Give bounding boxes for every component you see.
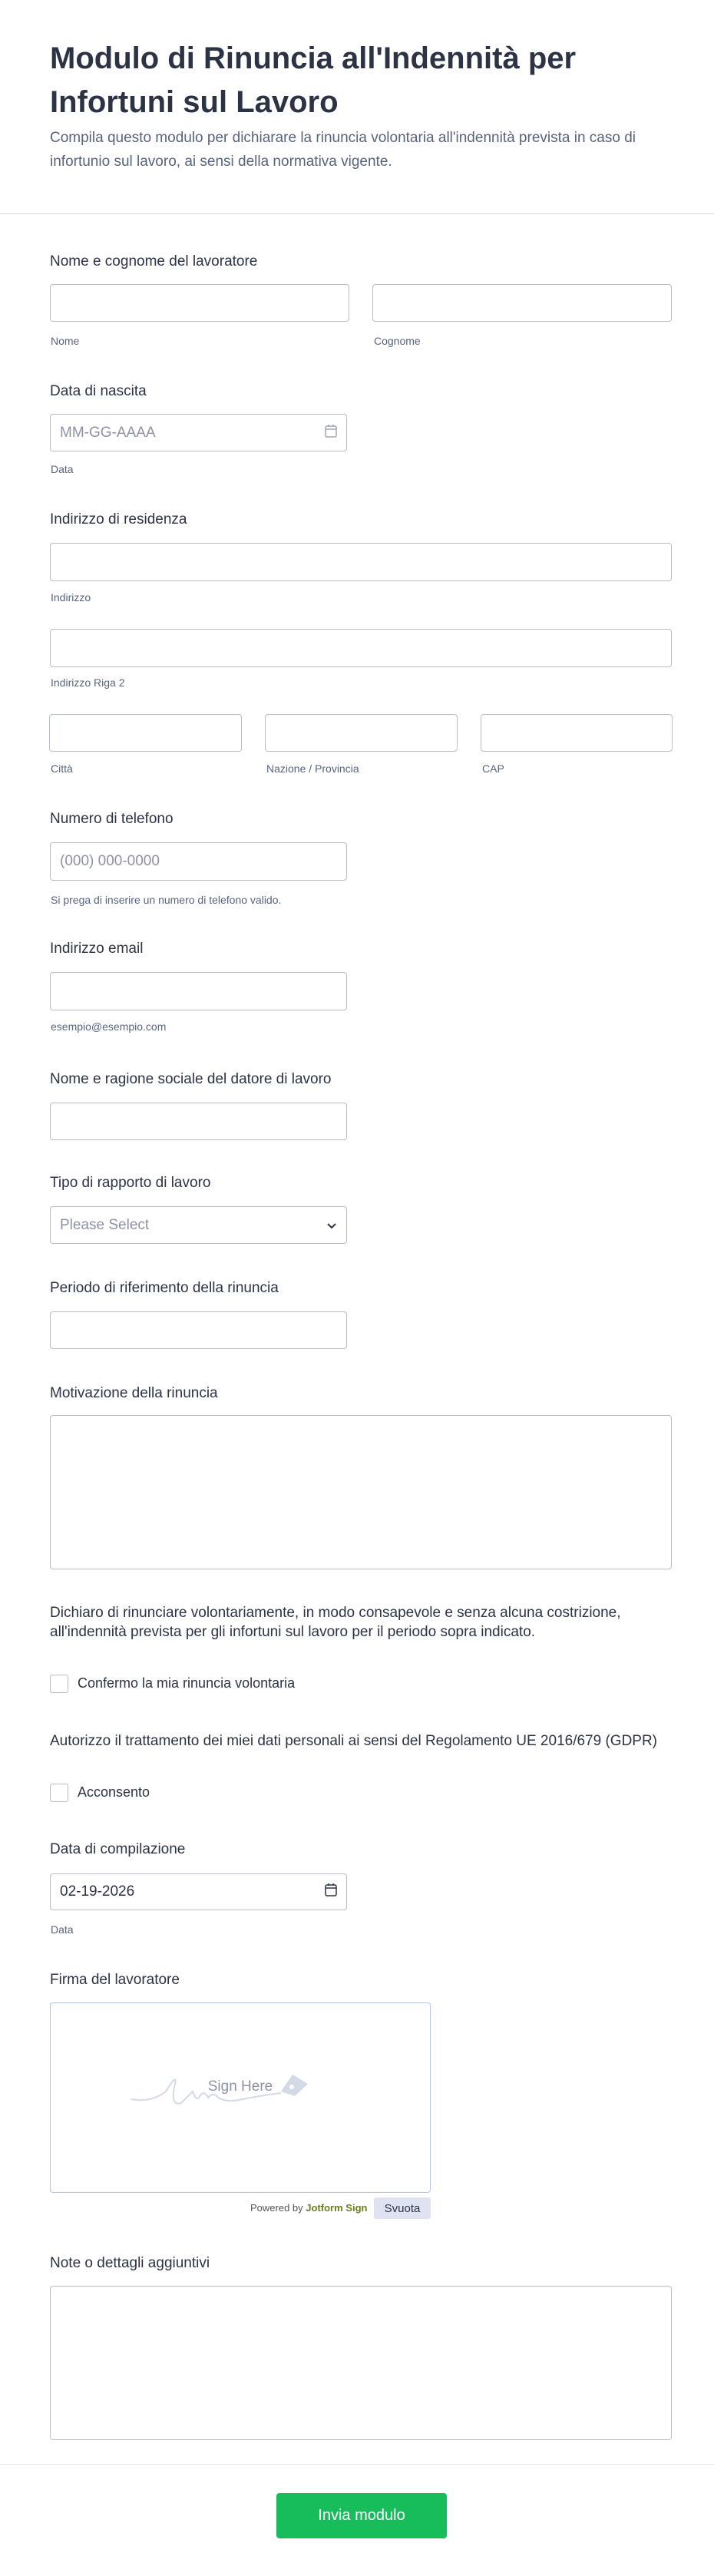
signature-label: Firma del lavoratore	[50, 1972, 180, 1988]
signature-pad[interactable]	[50, 2002, 431, 2193]
state-sublabel: Nazione / Provincia	[266, 762, 359, 775]
chevron-down-icon	[326, 1217, 337, 1234]
calendar-icon[interactable]	[325, 1883, 337, 1901]
calendar-icon[interactable]	[325, 424, 337, 442]
name-label: Nome e cognome del lavoratore	[50, 253, 258, 270]
address-line2-input[interactable]	[50, 629, 672, 667]
filldate-sublabel: Data	[51, 1923, 74, 1936]
birth-date-placeholder: MM-GG-AAAA	[60, 424, 156, 441]
city-sublabel: Città	[51, 762, 73, 775]
reason-textarea[interactable]	[50, 1415, 672, 1569]
phone-label: Numero di telefono	[50, 811, 174, 827]
address-line2-sublabel: Indirizzo Riga 2	[51, 676, 125, 689]
birth-date-input[interactable]	[50, 414, 347, 451]
phone-hint: Si prega di inserire un numero di telefono valido.	[51, 894, 282, 906]
zip-sublabel: CAP	[482, 762, 504, 775]
form-title: Modulo di Rinuncia all'Indennità per Infortuni sul Lavoro	[50, 41, 577, 119]
powered-by	[250, 2202, 367, 2214]
notes-label: Note o dettagli aggiuntivi	[50, 2255, 210, 2271]
gdpr-text: Autorizzo il trattamento dei miei dati personali ai sensi del Regolamento UE 2016/679 (GDPR)	[50, 1733, 658, 1749]
zip-input[interactable]	[481, 714, 673, 752]
period-label: Periodo di riferimento della rinuncia	[50, 1280, 279, 1296]
filldate-value: 02-19-2026	[60, 1883, 135, 1900]
birth-label: Data di nascita	[50, 383, 147, 399]
employer-label: Nome e ragione sociale del datore di lavoro	[50, 1071, 332, 1087]
signature-placeholder: Sign Here	[207, 2078, 273, 2095]
filldate-label: Data di compilazione	[50, 1841, 186, 1857]
powered-by-text: Powered by	[250, 2202, 303, 2214]
address-line1-input[interactable]	[50, 543, 672, 581]
contract-select[interactable]	[50, 1206, 347, 1244]
jotform-sign-brand: Jotform Sign	[306, 2202, 368, 2214]
city-input[interactable]	[49, 714, 242, 752]
state-input[interactable]	[265, 714, 458, 752]
phone-placeholder: (000) 000-0000	[60, 853, 160, 869]
footer-divider	[0, 2464, 714, 2465]
reason-label: Motivazione della rinuncia	[50, 1385, 218, 1401]
employer-input[interactable]	[50, 1103, 347, 1140]
header-divider	[0, 213, 714, 214]
birth-sublabel: Data	[51, 463, 74, 475]
submit-button[interactable]: Invia modulo	[276, 2493, 447, 2538]
declaration-option-label[interactable]: Confermo la mia rinuncia volontaria	[78, 1675, 296, 1691]
email-label: Indirizzo email	[50, 941, 144, 957]
gdpr-checkbox[interactable]	[50, 1784, 68, 1802]
first-name-sublabel: Nome	[51, 335, 80, 347]
form-description: Compila questo modulo per dichiarare la rinuncia volontaria all'indennità prevista in caso di infortunio sul lavoro, ai sensi della normativa vigente.	[50, 130, 636, 170]
address-label: Indirizzo di residenza	[50, 511, 187, 527]
phone-input[interactable]	[50, 842, 347, 881]
gdpr-option-label[interactable]: Acconsento	[78, 1784, 150, 1800]
first-name-input[interactable]	[50, 284, 349, 322]
email-hint: esempio@esempio.com	[51, 1020, 167, 1033]
contract-label: Tipo di rapporto di lavoro	[50, 1175, 211, 1191]
period-input[interactable]	[50, 1311, 347, 1349]
signature-scribble-icon	[127, 2068, 327, 2115]
declaration-text: Dichiaro di rinunciare volontariamente, in modo consapevole e senza alcuna costrizione, all'indennità prevista per gli infortuni sul lavoro per il periodo sopra indicato.	[50, 1605, 621, 1640]
clear-signature-button[interactable]: Svuota	[374, 2197, 431, 2219]
address-line1-sublabel: Indirizzo	[51, 591, 91, 603]
last-name-input[interactable]	[372, 284, 672, 322]
declaration-checkbox[interactable]	[50, 1675, 68, 1693]
notes-textarea[interactable]	[50, 2286, 672, 2440]
contract-selected: Please Select	[60, 1216, 150, 1233]
email-input[interactable]	[50, 972, 347, 1010]
filldate-input[interactable]	[50, 1873, 347, 1910]
last-name-sublabel: Cognome	[374, 335, 421, 347]
